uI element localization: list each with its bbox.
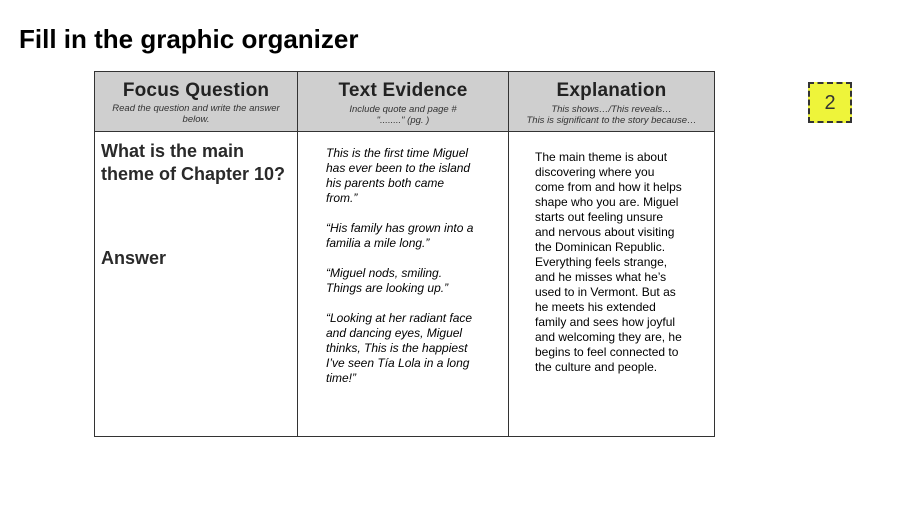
header-title: Explanation [556,80,667,101]
header-title: Text Evidence [338,80,468,101]
header-subtitle-line1: This shows…/This reveals… [551,104,672,115]
header-title: Focus Question [122,80,270,101]
focus-question-text: What is the main theme of Chapter 10? [101,141,286,184]
text-evidence-cell[interactable] [298,132,509,436]
header-subtitle-line1: Include quote and page # [349,104,457,115]
evidence-quote: This is the first time Miguel has ever been to the island his parents both came from.” [326,146,471,205]
explanation-text: The main theme is about discovering where you come from and how it helps shape who you are. Miguel starts out feeling unsure and nervous about visiting the Dominican Republic. Everything feels strange, and he misses what he’s used to in Vermont. But as he meets his extended family and sees how joyful and welcoming they are, he begins to feel connected to the culture and people. [535,150,682,374]
evidence-quote: “Looking at her radiant face and dancing eyes, Miguel thinks, This is the happiest I’ve seen Tía Lola in a long time!” [326,311,473,385]
evidence-quote: “His family has grown into a familia a mile long.” [326,221,474,250]
evidence-list [326,146,476,401]
answer-label: Answer [101,248,167,268]
header-subtitle-line2: This is significant to the story because… [526,115,697,126]
evidence-quote: “Miguel nods, smiling. Things are looking up.” [326,266,449,295]
header-text-evidence [298,72,509,132]
graphic-organizer-table [94,71,715,437]
explanation-cell[interactable] [509,132,714,436]
header-explanation [509,72,714,132]
header-subtitle: Read the question and write the answer below. [112,103,280,125]
page-title: Fill in the graphic organizer [19,24,359,54]
slide-number-badge: 2 [808,82,852,123]
focus-question-cell[interactable] [95,132,298,436]
header-subtitle-line2: "........" (pg. ) [376,115,430,126]
header-focus-question [95,72,298,132]
